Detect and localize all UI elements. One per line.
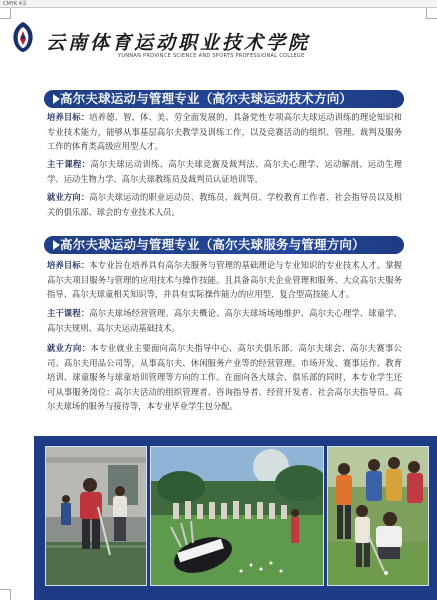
driving-range-golf-bag-photo: [150, 446, 324, 586]
proof-divider: [0, 7, 437, 8]
section-1-title: 高尔夫球运动与管理专业（高尔夫球运动技术方向）: [60, 91, 353, 106]
college-emblem-icon: [8, 20, 38, 54]
crop-mark-bottom-left: [0, 589, 11, 600]
section-1-courses-label: 主干课程：: [47, 159, 91, 169]
section-1-employment: [47, 190, 402, 219]
crop-mark-top-left: [0, 8, 11, 19]
section-2-employment-text: 本专业就业主要面向高尔夫指导中心、高尔夫俱乐部、高尔夫球会、高尔夫赛事公司、高尔夫用品公司等，从事高尔夫、休闲服务产业等的经营管理、市场开发、赛事运作、教育培训、球童服务与球童培训管理等方向的工作。在面向各大球会、俱乐部的同时，本专业学生还可从事服务岗位：高尔夫活动的组织管理者、咨询指导者、经营开发者、社会高尔夫指导员、高尔夫球场的服务与接待等，本专业毕业学生包分配。: [47, 343, 402, 412]
proof-mark: CMYK 4页: [3, 1, 27, 7]
college-name-english: YUNNAN PROVINCE SCIENCE AND SPORTS PROFESSIONAL COLLEGE: [118, 53, 305, 59]
section-2-goal-label: 培养目标：: [47, 260, 90, 270]
instructor-coaching-group-photo: [327, 446, 429, 586]
section-1-employment-label: 就业方向：: [47, 192, 90, 202]
section-1-goal-text: 培养德、智、体、美、劳全面发展的、具备党性专项高尔夫球运动训练的理论知识和专业技术能力，能够从事基层高尔夫教学及训练工作，以及竞赛活动的组织、管理、裁判及服务工作的体育类高级应用型人才。: [47, 112, 402, 152]
section-1-goal-label: 培养目标：: [47, 112, 90, 122]
section-1-goal: [47, 110, 402, 154]
section-1-courses-text: 高尔夫球运动训练、高尔夫球竞赛及裁判法、高尔夫心理学、运动解剖、运动生理学、运动生物力学、高尔夫球教练员及裁判员认证培训等。: [47, 159, 402, 184]
section-1-employment-text: 高尔夫球运动的职业运动员、教练员、裁判员、学校教育工作者、社会指导员以及相关的俱乐部、球会的专业技术人员。: [47, 192, 402, 217]
section-2-employment: [47, 341, 402, 414]
section-bullet-icon: [53, 240, 60, 250]
print-proof-strip: [0, 0, 437, 8]
section-2-courses-text: 高尔夫球场经营管理、高尔夫概论、高尔夫球场场地维护、高尔夫心理学、球童学、高尔夫规则、高尔夫运动基础技术。: [47, 308, 402, 333]
college-name-chinese: 云南体育运动职业技术学院: [46, 32, 311, 54]
section-2-employment-label: 就业方向：: [47, 343, 91, 353]
section-2-goal: [47, 258, 402, 302]
section-bullet-icon: [53, 94, 60, 104]
section-1-courses: [47, 157, 402, 186]
section-2-courses-label: 主干课程：: [47, 308, 90, 318]
section-2-courses: [47, 306, 402, 335]
crop-mark-top-right: [426, 8, 437, 19]
indoor-putting-training-photo: [45, 446, 147, 586]
section-2-goal-text: 本专业旨在培养具有高尔夫服务与管理的基础理论与专业知识的专业技术人才。掌握高尔夫项目服务与管理的应用技术与操作技能。且具备高尔夫企业管理和服务、大众高尔夫服务指导、高尔夫球童相关知识等，并具有实际操作能力的应用型、复合型高技能人才。: [47, 260, 402, 300]
section-2-title: 高尔夫球运动与管理专业（高尔夫球服务与管理方向）: [60, 237, 365, 252]
